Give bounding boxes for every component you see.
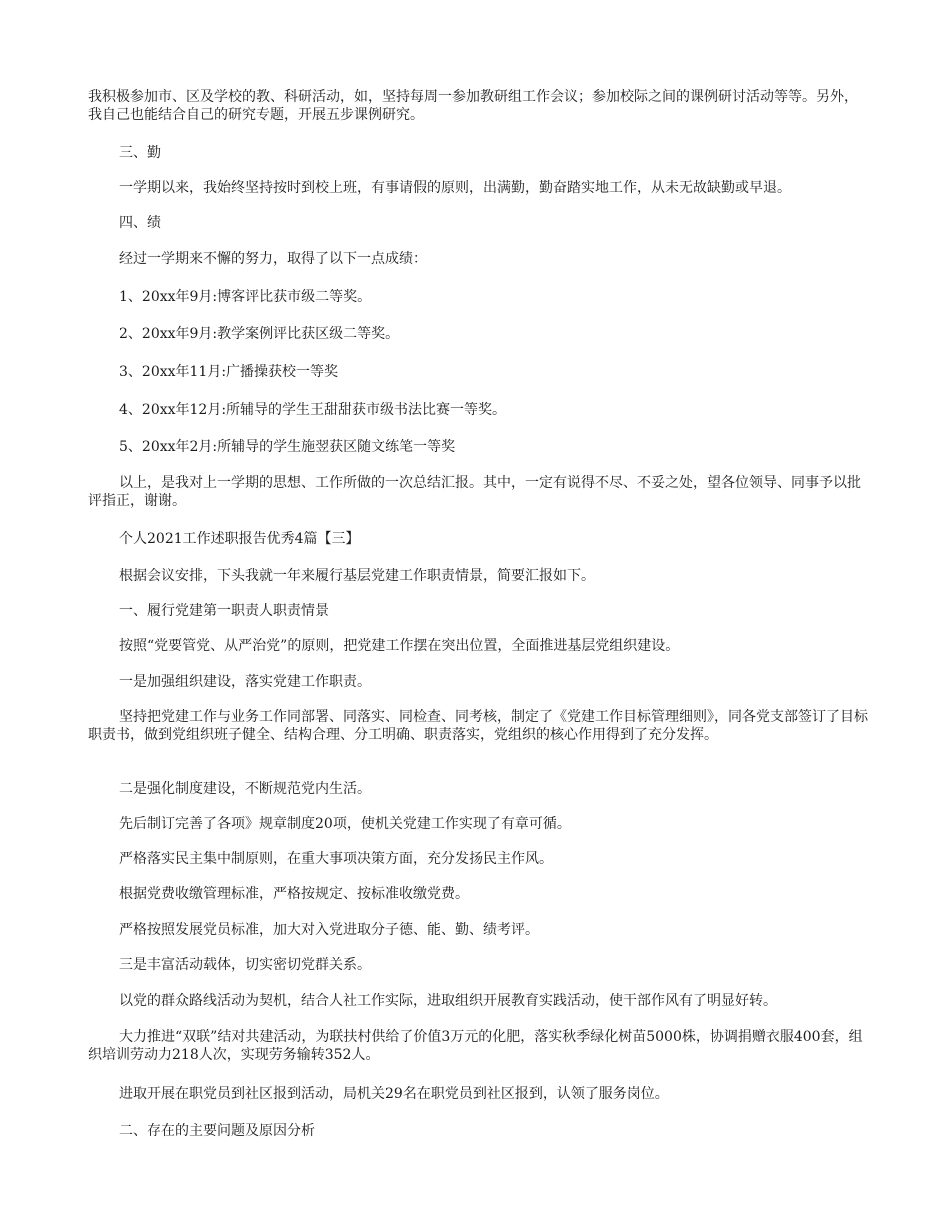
paragraph: 一学期以来，我始终坚持按时到校上班，有事请假的原则，出满勤，勤奋踏实地工作，从未无故缺勤或早退。 [119, 180, 791, 196]
paragraph: 按照“党要管党、从严治党”的原则，把党建工作摆在突出位置，全面推进基层党组织建设。 [119, 638, 680, 654]
list-item: 4、20xx年12月:所辅导的学生王甜甜获市级书法比赛一等奖。 [119, 402, 507, 418]
paragraph: 经过一学期来不懈的努力，取得了以下一点成绩： [119, 251, 427, 267]
paragraph: 坚持把党建工作与业务工作同部署、同落实、同检查、同考核，制定了《党建工作目标管理细则》，同各党支部签订了目标职责书，做到党组织班子健全、结构合理、分工明确、职责落实，党组织的核心作用得到了充分发挥。 [88, 709, 868, 743]
paragraph: 我积极参加市、区及学校的教、科研活动，如，坚持每周一参加教研组工作会议；参加校际之间的课例研讨活动等等。另外，我自己也能结合自己的研究专题，开展五步课例研究。 [88, 89, 858, 123]
paragraph: 进取开展在职党员到社区报到活动，局机关29名在职党员到社区报到，认领了服务岗位。 [119, 1086, 669, 1102]
list-item: 5、20xx年2月:所辅导的学生施翌获区随文练笔一等奖 [119, 439, 456, 455]
section-heading: 四、绩 [119, 215, 161, 231]
paragraph: 根据会议安排，下头我就一年来履行基层党建工作职责情景，简要汇报如下。 [119, 568, 595, 584]
paragraph: 严格落实民主集中制原则，在重大事项决策方面，充分发扬民主作风。 [119, 851, 553, 867]
article-title: 个人2021工作述职报告优秀4篇【三】 [119, 531, 360, 547]
paragraph: 三是丰富活动载体，切实密切党群关系。 [119, 957, 371, 973]
paragraph: 一是加强组织建设，落实党建工作职责。 [119, 674, 371, 690]
paragraph: 先后制订完善了各项》规章制度20项，使机关党建工作实现了有章可循。 [119, 816, 571, 832]
list-item: 1、20xx年9月:博客评比获市级二等奖。 [119, 289, 372, 305]
paragraph: 根据党费收缴管理标准，严格按规定、按标准收缴党费。 [119, 886, 469, 902]
paragraph: 严格按照发展党员标准，加大对入党进取分子德、能、勤、绩考评。 [119, 922, 539, 938]
list-item: 2、20xx年9月:教学案例评比获区级二等奖。 [119, 326, 400, 342]
paragraph: 二是强化制度建设，不断规范党内生活。 [119, 781, 371, 797]
list-item: 3、20xx年11月:广播操获校一等奖 [119, 364, 339, 380]
paragraph: 以上，是我对上一学期的思想、工作所做的一次总结汇报。其中，一定有说得不尽、不妥之处，望各位领导、同事予以批评指正，谢谢。 [88, 475, 861, 509]
section-heading: 一、履行党建第一职责人职责情景 [119, 603, 329, 619]
paragraph: 以党的群众路线活动为契机，结合人社工作实际，进取组织开展教育实践活动，使干部作风有了明显好转。 [119, 993, 777, 1009]
section-heading: 三、勤 [119, 145, 161, 161]
paragraph: 大力推进“双联”结对共建活动，为联扶村供给了价值3万元的化肥，落实秋季绿化树苗5000株，协调捐赠衣服400套，组织培训劳动力218人次，实现劳务输转352人。 [88, 1029, 863, 1063]
section-heading: 二、存在的主要问题及原因分析 [119, 1123, 315, 1139]
